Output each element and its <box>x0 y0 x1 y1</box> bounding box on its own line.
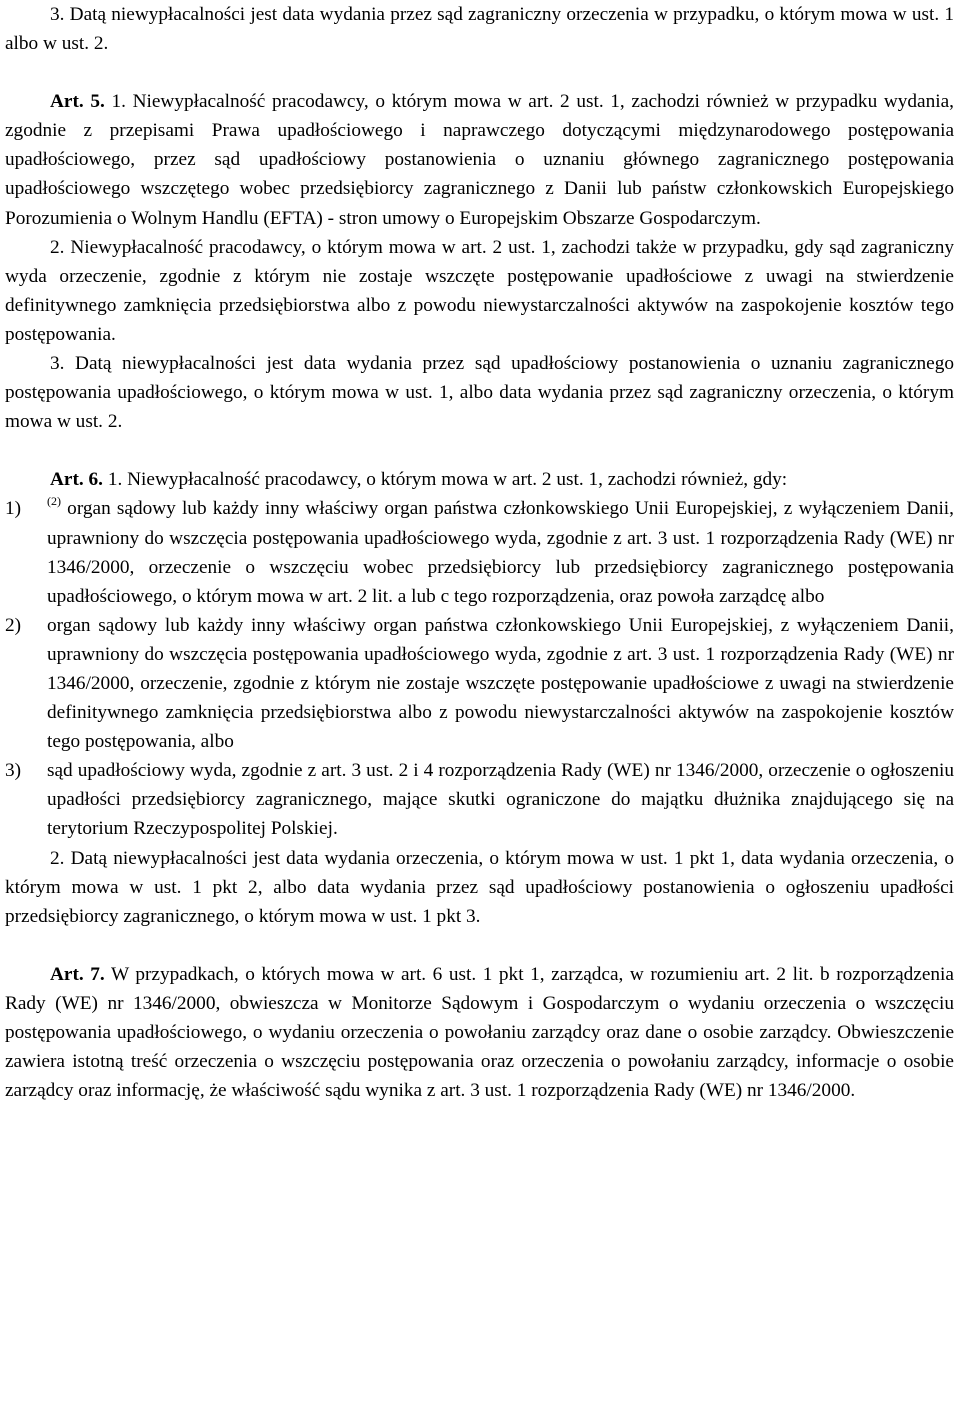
article-label: Art. 5. <box>50 91 105 113</box>
list-item-number: 2) <box>5 614 22 636</box>
paragraph-art6-ust1 <box>5 465 954 494</box>
list-item-text <box>47 494 954 610</box>
spacer <box>5 436 954 465</box>
list-item-number: 3) <box>5 760 22 782</box>
paragraph-art6-ust2: 2. Datą niewypłacalności jest data wydania orzeczenia, o którym mowa w ust. 1 pkt 1, data wydania orzeczenia, o którym mowa w ust. 1 pkt 2, albo data wydania przez sąd upadłościowy postanowienia o ogłoszeniu upadłości przedsiębiorcy zagranicznego, o którym mowa w ust. 1 pkt 3. <box>5 847 954 927</box>
list-item <box>5 611 954 756</box>
list-item-text: organ sądowy lub każdy inny właściwy organ państwa członkowskiego Unii Europejskiej, z wyłączeniem Danii, uprawniony do wszczęcia postępowania upadłościowego wyda, zgodnie z art. 3 ust. 1 rozporządzenia Rady (WE) nr 1346/2000, orzeczenie, zgodnie z którym nie zostaje wszczęte postępowanie upadłościowe z uwagi na stwierdzenie definitywnego zamknięcia przedsiębiorstwa albo z powodu niewystarczalności aktywów na zaspokojenie kosztów tego postępowania, albo <box>47 614 954 753</box>
article-text: 1. Niewypłacalność pracodawcy, o którym mowa w art. 2 ust. 1, zachodzi również w przypadku wydania, zgodnie z przepisami Prawa upadłościowego i naprawczego dotyczącymi międzynarodowego postępowania upadłościowego, przez sąd upadłościowy postanowienia o uznaniu głównego zagranicznego postępowania upadłościowego wszczętego wobec przedsiębiorcy zagranicznego z Danii lub państw członkowskich Europejskiego Porozumienia o Wolnym Handlu (EFTA) - stron umowy o Europejskim Obszarze Gospodarczym. <box>5 91 954 229</box>
footnote-marker: (2) <box>47 494 61 509</box>
list-item-number: 1) <box>5 498 22 520</box>
list-item-text: sąd upadłościowy wyda, zgodnie z art. 3 ust. 2 i 4 rozporządzenia Rady (WE) nr 1346/2000, orzeczenie o ogłoszeniu upadłości przedsiębiorcy zagranicznego, mające skutki ograniczone do majątku dłużnika znajdującego się na terytorium Rzeczypospolitej Polskiej. <box>47 760 954 840</box>
paragraph-art5-ust3: 3. Datą niewypłacalności jest data wydania przez sąd upadłościowy postanowienia o uznaniu zagranicznego postępowania upadłościowego, o którym mowa w ust. 1, albo data wydania przez sąd zagraniczny orzeczenia, o którym mowa w ust. 2. <box>5 353 954 433</box>
list-item <box>5 494 954 610</box>
article-label: Art. 6. <box>50 469 104 491</box>
article-text: W przypadkach, o których mowa w art. 6 ust. 1 pkt 1, zarządca, w rozumieniu art. 2 lit. b rozporządzenia Rady (WE) nr 1346/2000, obwieszcza w Monitorze Sądowym i Gospodarczym o wydaniu orzeczenia o wszczęciu postępowania upadłościowego, o wydaniu orzeczenia o powołaniu zarządcy oraz dane o osobie zarządcy. Obwieszczenie zawiera istotną treść orzeczenia o wszczęciu postępowania oraz orzeczenia o powołaniu zarządcy, informacje o osobie zarządcy oraz informację, że właściwość sądu wynika z art. 3 ust. 1 rozporządzenia Rady (WE) nr 1346/2000. <box>5 963 954 1102</box>
paragraph-art7 <box>5 960 954 1105</box>
paragraph-art5-ust1 <box>5 87 954 232</box>
list-item <box>5 756 954 843</box>
spacer <box>5 931 954 960</box>
paragraph-art4-ust3: 3. Datą niewypłacalności jest data wydania przez sąd zagraniczny orzeczenia w przypadku, o którym mowa w ust. 1 albo w ust. 2. <box>5 4 954 55</box>
list-item-body: organ sądowy lub każdy inny właściwy organ państwa członkowskiego Unii Europejskiej, z wyłączeniem Danii, uprawniony do wszczęcia postępowania upadłościowego wyda, zgodnie z art. 3 ust. 1 rozporządzenia Rady (WE) nr 1346/2000, orzeczenie o wszczęciu wobec przedsiębiorcy lub przedsiębiorcy zagranicznego postępowania upadłościowego, o którym mowa w art. 2 lit. a lub c tego rozporządzenia, oraz powoła zarządcę albo <box>47 498 954 607</box>
paragraph-art5-ust2: 2. Niewypłacalność pracodawcy, o którym mowa w art. 2 ust. 1, zachodzi także w przypadku, gdy sąd zagraniczny wyda orzeczenie, zgodnie z którym nie zostaje wszczęte postępowanie upadłościowe z uwagi na stwierdzenie definitywnego zamknięcia przedsiębiorstwa albo z powodu niewystarczalności aktywów na zaspokojenie kosztów tego postępowania. <box>5 236 954 345</box>
article-label: Art. 7. <box>50 963 105 985</box>
spacer <box>5 58 954 87</box>
article-text: 1. Niewypłacalność pracodawcy, o którym mowa w art. 2 ust. 1, zachodzi również, gdy: <box>107 469 788 491</box>
